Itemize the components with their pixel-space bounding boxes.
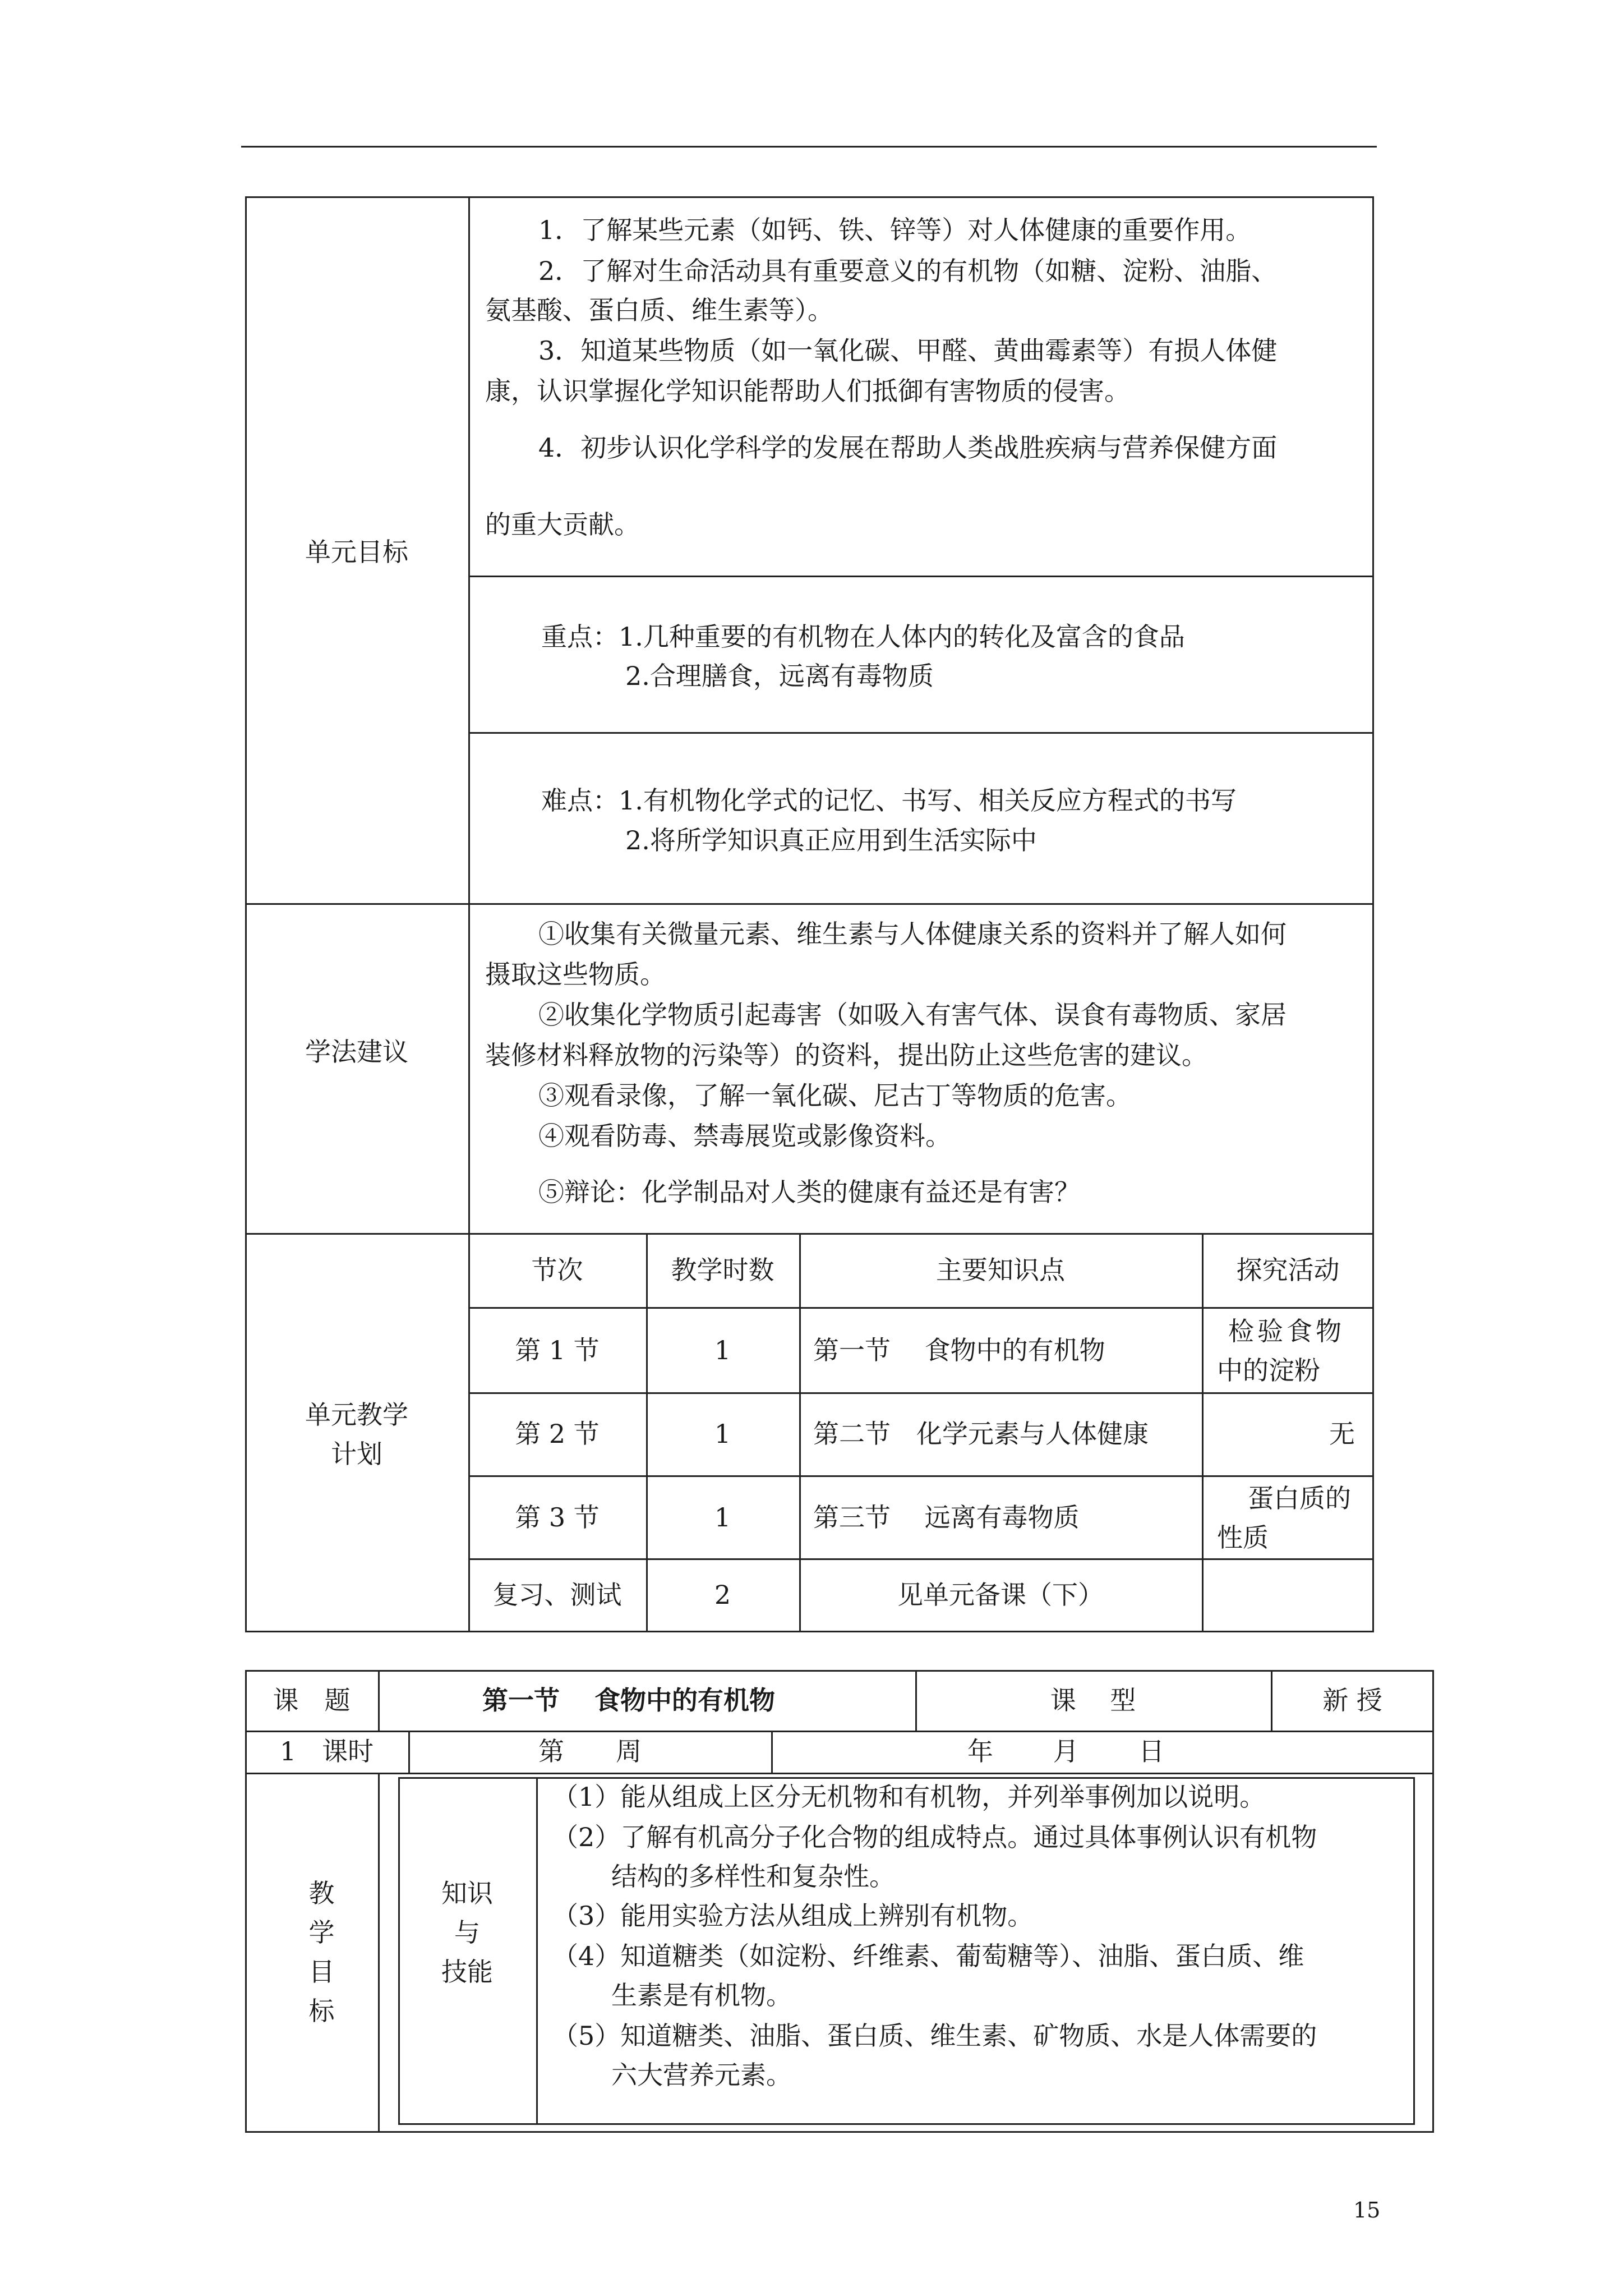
goal-item: 六大营养元素。 bbox=[611, 2060, 792, 2090]
unit-plan-label: 单元教学 bbox=[305, 1400, 408, 1430]
plan-header: 主要知识点 bbox=[936, 1255, 1065, 1285]
plan-activity: 检验食物 bbox=[1228, 1316, 1345, 1346]
row-divider bbox=[245, 903, 1374, 905]
goal-item: 生素是有机物。 bbox=[611, 1980, 792, 2010]
lesson-col-divider bbox=[408, 1731, 410, 1773]
sub-label: 技能 bbox=[441, 1957, 493, 1987]
unit-goal-item: 氨基酸、蛋白质、维生素等）。 bbox=[485, 295, 833, 325]
plan-activity: 蛋白质的 bbox=[1248, 1483, 1351, 1513]
unit-goal-item: 的重大贡献。 bbox=[485, 509, 640, 540]
goal-item: （5）知道糖类、油脂、蛋白质、维生素、矿物质、水是人体需要的 bbox=[552, 2021, 1317, 2051]
sub-label: 知识 bbox=[441, 1878, 493, 1908]
study-advice-item: ④观看防毒、禁毒展览或影像资料。 bbox=[538, 1121, 951, 1151]
plan-row-divider bbox=[468, 1307, 1374, 1309]
goal-item: （4）知道糖类（如淀粉、纤维素、葡萄糖等）、油脂、蛋白质、维 bbox=[552, 1941, 1304, 1971]
plan-hours: 1 bbox=[714, 1335, 731, 1365]
study-advice-item: 摄取这些物质。 bbox=[485, 959, 666, 990]
plan-section: 第 3 节 bbox=[515, 1502, 600, 1533]
difficult-point: 难点：1.有机物化学式的记忆、书写、相关反应方程式的书写 bbox=[541, 785, 1237, 816]
topic-label: 课 题 bbox=[273, 1685, 351, 1715]
study-advice-label: 学法建议 bbox=[305, 1037, 408, 1067]
difficult-point: 2.将所学知识真正应用到生活实际中 bbox=[625, 825, 1037, 855]
row-divider bbox=[245, 1233, 1374, 1235]
unit-goal-item: 4．初步认识化学科学的发展在帮助人类战胜疾病与营养保健方面 bbox=[538, 432, 1278, 463]
lesson-col-divider bbox=[771, 1731, 773, 1773]
study-advice-item: ①收集有关微量元素、维生素与人体健康关系的资料并了解人如何 bbox=[538, 919, 1287, 949]
plan-topic: 第二节 化学元素与人体健康 bbox=[813, 1419, 1149, 1449]
lesson-row-divider bbox=[245, 1773, 1434, 1774]
unit-goal-label: 单元目标 bbox=[305, 537, 408, 567]
plan-topic: 见单元备课（下） bbox=[897, 1580, 1104, 1610]
week-label: 第 周 bbox=[538, 1736, 642, 1766]
plan-activity: 中的淀粉 bbox=[1217, 1355, 1320, 1386]
plan-section: 第 2 节 bbox=[515, 1419, 600, 1449]
plan-section: 第 1 节 bbox=[515, 1335, 600, 1365]
unit-plan-label: 计划 bbox=[331, 1439, 382, 1469]
row-divider bbox=[468, 732, 1374, 734]
plan-col-divider bbox=[799, 1233, 801, 1632]
study-advice-item: ⑤辩论：化学制品对人类的健康有益还是有害？ bbox=[538, 1177, 1080, 1207]
type-label: 课 型 bbox=[1050, 1685, 1136, 1715]
plan-topic: 第一节 食物中的有机物 bbox=[813, 1335, 1105, 1365]
key-point: 重点：1.几种重要的有机物在人体内的转化及富含的食品 bbox=[541, 622, 1185, 652]
unit-goal-item: 1．了解某些元素（如钙、铁、锌等）对人体健康的重要作用。 bbox=[538, 215, 1252, 245]
period-label: 1 课时 bbox=[279, 1736, 374, 1766]
lesson-col-divider bbox=[536, 1777, 538, 2125]
key-point: 2.合理膳食，远离有毒物质 bbox=[625, 661, 934, 691]
plan-header: 探究活动 bbox=[1236, 1255, 1340, 1285]
plan-hours: 1 bbox=[714, 1502, 731, 1533]
row-divider bbox=[468, 576, 1374, 577]
header-rule bbox=[241, 146, 1377, 148]
plan-hours: 1 bbox=[714, 1419, 731, 1449]
topic-value: 第一节 食物中的有机物 bbox=[482, 1685, 776, 1715]
goal-label: 学 bbox=[308, 1917, 335, 1948]
plan-row-divider bbox=[468, 1475, 1374, 1477]
plan-header: 教学时数 bbox=[671, 1255, 774, 1285]
lesson-col-divider bbox=[378, 1670, 380, 1731]
goal-item: （1）能从组成上区分无机物和有机物，并列举事例加以说明。 bbox=[552, 1782, 1266, 1812]
plan-hours: 2 bbox=[714, 1580, 731, 1610]
type-value: 新 授 bbox=[1322, 1685, 1382, 1715]
goal-label: 教 bbox=[308, 1878, 335, 1908]
unit-goal-item: 3．知道某些物质（如一氧化碳、甲醛、黄曲霉素等）有损人体健 bbox=[538, 335, 1278, 366]
plan-section: 复习、测试 bbox=[492, 1580, 622, 1610]
study-advice-item: ③观看录像，了解一氧化碳、尼古丁等物质的危害。 bbox=[538, 1080, 1132, 1111]
sub-label: 与 bbox=[454, 1917, 480, 1948]
unit-goal-item: 康，认识掌握化学知识能帮助人们抵御有害物质的侵害。 bbox=[485, 376, 1130, 406]
plan-activity: 无 bbox=[1329, 1419, 1355, 1449]
plan-header: 节次 bbox=[531, 1255, 583, 1285]
goal-item: （3）能用实验方法从组成上辨别有机物。 bbox=[552, 1901, 1034, 1931]
page-number: 15 bbox=[1353, 2198, 1381, 2223]
unit-goal-item: 2．了解对生命活动具有重要意义的有机物（如糖、淀粉、油脂、 bbox=[538, 256, 1278, 286]
goal-item: 结构的多样性和复杂性。 bbox=[611, 1861, 895, 1892]
plan-col-divider bbox=[1202, 1233, 1204, 1632]
plan-row-divider bbox=[468, 1558, 1374, 1560]
study-advice-item: ②收集化学物质引起毒害（如吸入有害气体、误食有毒物质、家居 bbox=[538, 1000, 1287, 1030]
plan-topic: 第三节 远离有毒物质 bbox=[813, 1502, 1080, 1533]
lesson-row-divider bbox=[245, 1731, 1434, 1732]
plan-activity: 性质 bbox=[1217, 1522, 1269, 1553]
goal-label: 标 bbox=[308, 1996, 335, 2026]
plan-row-divider bbox=[468, 1392, 1374, 1394]
date-label: 年 月 日 bbox=[967, 1736, 1165, 1766]
goal-item: （2）了解有机高分子化合物的组成特点。通过具体事例认识有机物 bbox=[552, 1822, 1317, 1852]
goal-label: 目 bbox=[308, 1957, 335, 1987]
study-advice-item: 装修材料释放物的污染等）的资料，提出防止这些危害的建议。 bbox=[485, 1040, 1207, 1070]
